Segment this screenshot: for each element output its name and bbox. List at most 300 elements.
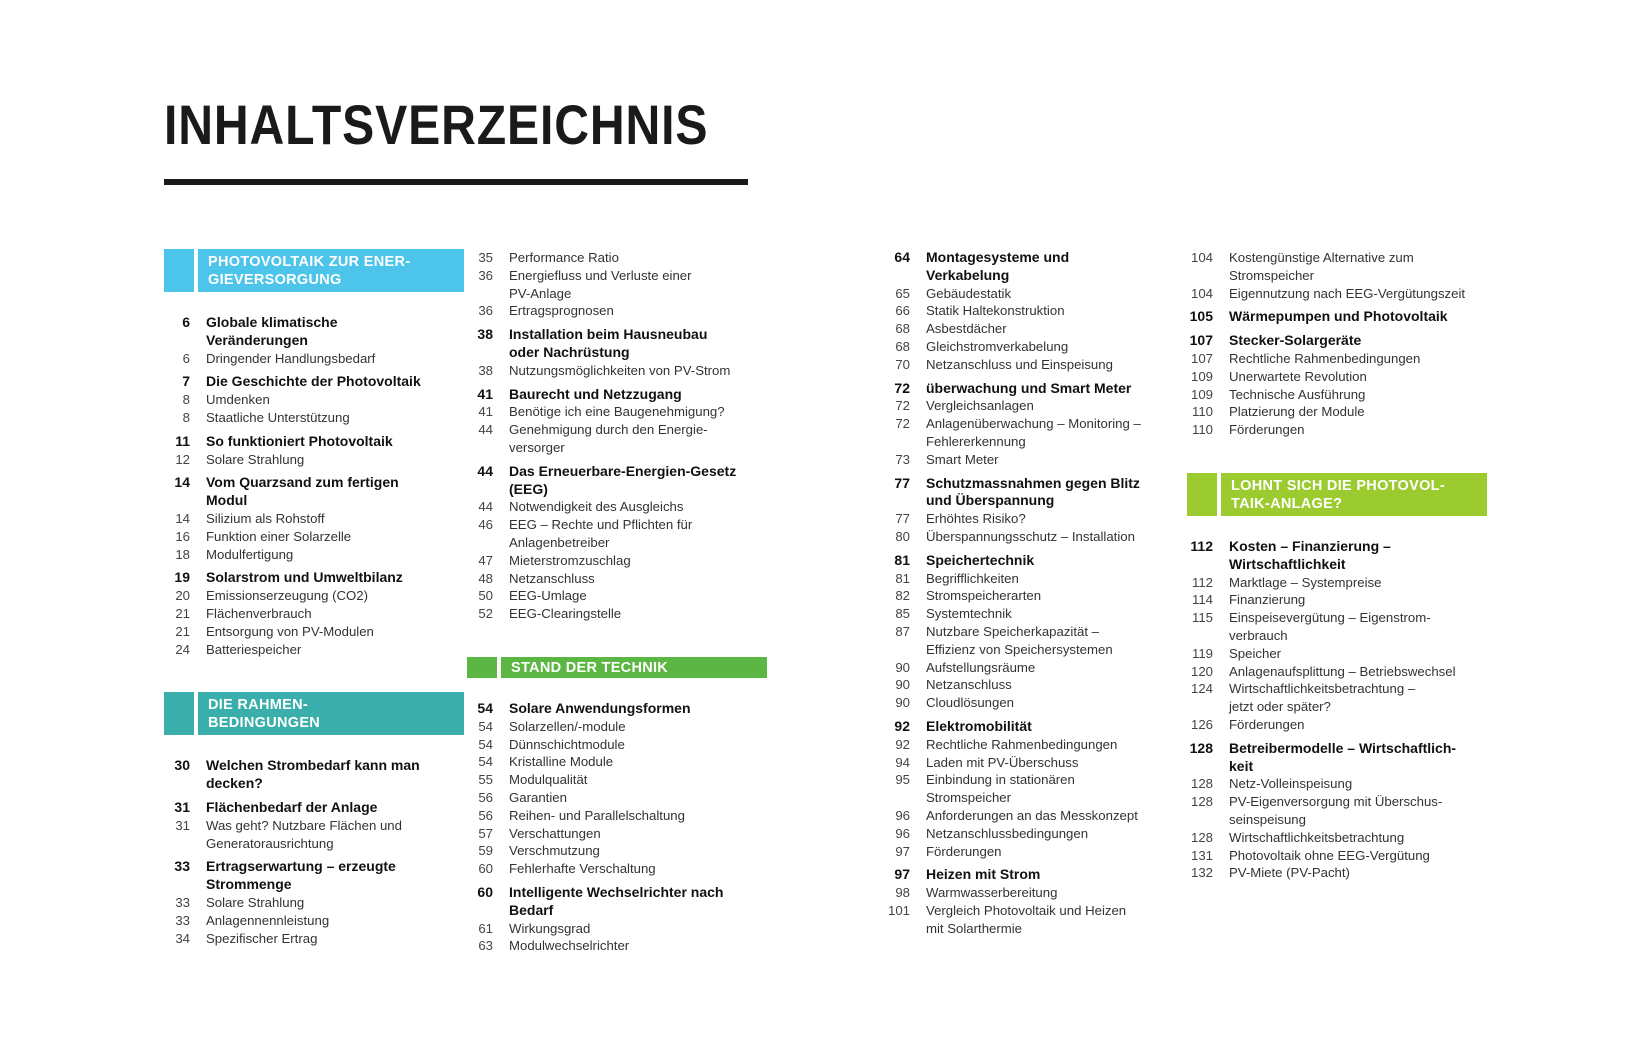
subchapter-page: 94	[895, 754, 910, 770]
subchapter-row[interactable]	[884, 302, 1184, 320]
chapter-title: Betreibermodelle – Wirtschaftlich- keit	[1229, 739, 1457, 774]
toc-entry	[1187, 249, 1487, 302]
subchapter-row[interactable]	[884, 902, 1184, 938]
subchapter-page: 65	[895, 285, 910, 301]
subchapter-row[interactable]	[884, 510, 1184, 528]
subchapter-page: 90	[895, 677, 910, 693]
subchapter-title: Einbindung in stationären Stromspeicher	[926, 772, 1075, 806]
chapter-row[interactable]	[164, 799, 464, 817]
subchapter-page: 101	[887, 902, 910, 918]
chapter-row[interactable]	[164, 314, 464, 350]
subchapter-row[interactable]	[884, 356, 1184, 374]
subchapter-row[interactable]	[164, 587, 464, 605]
toc-entry	[164, 569, 464, 658]
chapter-title: Flächenbedarf der Anlage	[206, 798, 378, 815]
subchapter-title: Asbestdächer	[926, 321, 1007, 337]
toc-entry	[467, 463, 767, 623]
chapter-page: 81	[894, 551, 910, 568]
section-header	[164, 249, 464, 292]
subchapter-title: Benötige ich eine Baugenehmigung?	[509, 404, 725, 420]
chapter-page: 30	[174, 757, 190, 774]
subchapter-row[interactable]	[164, 350, 464, 368]
chapter-row[interactable]	[164, 858, 464, 894]
subchapter-page: 72	[895, 416, 910, 432]
toc-column-4	[1187, 249, 1487, 888]
subchapter-row[interactable]	[1187, 403, 1487, 421]
toc-entry	[467, 386, 767, 457]
chapter-title: So funktioniert Photovoltaik	[206, 432, 393, 449]
section-header	[1187, 473, 1487, 516]
chapter-title: Intelligente Wechselrichter nach Bedarf	[509, 883, 724, 918]
subchapter-title: Kristalline Module	[509, 754, 614, 770]
chapter-row[interactable]	[884, 475, 1184, 511]
subchapter-title: Laden mit PV-Überschuss	[926, 754, 1079, 770]
subchapter-row[interactable]	[467, 718, 767, 736]
subchapter-title: Anforderungen an das Messkonzept	[926, 807, 1138, 823]
subchapter-row[interactable]	[884, 623, 1184, 659]
subchapter-page: 63	[478, 938, 493, 954]
subchapter-row[interactable]	[1187, 591, 1487, 609]
subchapter-title: Wirtschaftlichkeitsbetrachtung	[1229, 829, 1405, 845]
subchapter-row[interactable]	[467, 842, 767, 860]
subchapter-row[interactable]	[884, 528, 1184, 546]
subchapter-page: 48	[478, 570, 493, 586]
subchapter-page: 8	[182, 409, 190, 425]
subchapter-page: 55	[478, 772, 493, 788]
subchapter-row[interactable]	[1187, 645, 1487, 663]
subchapter-page: 59	[478, 843, 493, 859]
toc-entry	[1187, 308, 1487, 326]
toc-entry	[884, 475, 1184, 546]
chapter-page: 31	[174, 798, 190, 815]
subchapter-row[interactable]	[467, 807, 767, 825]
toc-entry	[884, 552, 1184, 712]
subchapter-row[interactable]	[467, 267, 767, 303]
subchapter-page: 36	[478, 267, 493, 283]
subchapter-page: 46	[478, 517, 493, 533]
subchapter-page: 97	[895, 843, 910, 859]
subchapter-title: Nutzungsmöglichkeiten von PV-Strom	[509, 362, 731, 378]
subchapter-page: 60	[478, 861, 493, 877]
subchapter-title: Photovoltaik ohne EEG-Vergütung	[1229, 847, 1430, 863]
subchapter-page: 131	[1190, 847, 1213, 863]
subchapter-row[interactable]	[884, 451, 1184, 469]
subchapter-row[interactable]	[884, 825, 1184, 843]
toc-entry	[164, 757, 464, 793]
subchapter-row[interactable]	[1187, 716, 1487, 734]
subchapter-page: 68	[895, 338, 910, 354]
subchapter-page: 77	[895, 511, 910, 527]
subchapter-row[interactable]	[1187, 663, 1487, 681]
subchapter-page: 44	[478, 422, 493, 438]
section-title: LOHNT SICH DIE PHOTOVOL- TAIK-ANLAGE?	[1221, 473, 1487, 516]
toc-entry	[467, 249, 767, 320]
chapter-row[interactable]	[1187, 332, 1487, 350]
section-marker	[164, 249, 194, 292]
subchapter-page: 18	[175, 546, 190, 562]
subchapter-page: 54	[478, 718, 493, 734]
subchapter-row[interactable]	[467, 736, 767, 754]
subchapter-page: 128	[1190, 829, 1213, 845]
chapter-title: Solarstrom und Umweltbilanz	[206, 569, 403, 586]
subchapter-page: 35	[478, 250, 493, 265]
subchapter-row[interactable]	[164, 605, 464, 623]
subchapter-page: 66	[895, 303, 910, 319]
chapter-row[interactable]	[1187, 538, 1487, 574]
chapter-page: 44	[477, 462, 493, 479]
subchapter-title: Reihen- und Parallelschaltung	[509, 807, 685, 823]
toc-entry	[467, 884, 767, 955]
subchapter-row[interactable]	[164, 817, 464, 853]
subchapter-row[interactable]	[1187, 350, 1487, 368]
title-underline	[164, 179, 748, 185]
subchapter-row[interactable]	[164, 641, 464, 659]
subchapter-page: 104	[1190, 285, 1213, 301]
chapter-row[interactable]	[884, 552, 1184, 570]
subchapter-row[interactable]	[164, 510, 464, 528]
subchapter-title: Anlagennennleistung	[206, 912, 330, 928]
chapter-row[interactable]	[164, 433, 464, 451]
subchapter-row[interactable]	[164, 930, 464, 948]
subchapter-row[interactable]	[467, 860, 767, 878]
chapter-row[interactable]	[1187, 308, 1487, 326]
subchapter-page: 90	[895, 695, 910, 711]
subchapter-title: Dünnschichtmodule	[509, 736, 625, 752]
subchapter-row[interactable]	[467, 771, 767, 789]
subchapter-page: 85	[895, 606, 910, 622]
chapter-page: 14	[174, 474, 190, 491]
subchapter-page: 73	[895, 451, 910, 467]
page-title: INHALTSVERZEICHNIS	[164, 93, 709, 156]
subchapter-title: Performance Ratio	[509, 250, 619, 265]
subchapter-row[interactable]	[164, 623, 464, 641]
subchapter-page: 41	[478, 404, 493, 420]
subchapter-row[interactable]	[1187, 386, 1487, 404]
subchapter-title: Garantien	[509, 789, 567, 805]
subchapter-page: 110	[1191, 422, 1213, 438]
subchapter-title: PV-Miete (PV-Pacht)	[1229, 865, 1350, 881]
subchapter-title: Smart Meter	[926, 451, 999, 467]
chapter-row[interactable]	[884, 249, 1184, 285]
subchapter-row[interactable]	[884, 338, 1184, 356]
subchapter-row[interactable]	[1187, 574, 1487, 592]
subchapter-row[interactable]	[467, 249, 767, 267]
subchapter-page: 12	[175, 451, 190, 467]
chapter-title: Welchen Strombedarf kann man decken?	[206, 757, 420, 792]
subchapter-page: 128	[1190, 776, 1213, 792]
subchapter-title: Aufstellungsräume	[926, 659, 1036, 675]
chapter-title: Globale klimatische Veränderungen	[206, 314, 338, 348]
subchapter-title: Statik Haltekonstruktion	[926, 303, 1065, 319]
subchapter-page: 50	[478, 588, 493, 604]
subchapter-row[interactable]	[467, 403, 767, 421]
subchapter-row[interactable]	[467, 516, 767, 552]
subchapter-row[interactable]	[1187, 793, 1487, 829]
subchapter-title: EEG – Rechte und Pflichten für Anlagenbetreiber	[509, 517, 693, 550]
chapter-title: Die Geschichte der Photovoltaik	[206, 373, 421, 390]
section-marker	[1187, 473, 1217, 516]
chapter-title: Das Erneuerbare-Energien-Gesetz (EEG)	[509, 462, 737, 497]
chapter-row[interactable]	[884, 380, 1184, 398]
subchapter-page: 52	[478, 606, 493, 622]
subchapter-page: 82	[895, 588, 910, 604]
subchapter-row[interactable]	[884, 884, 1184, 902]
toc-entry	[467, 326, 767, 379]
subchapter-row[interactable]	[467, 753, 767, 771]
subchapter-page: 124	[1190, 681, 1213, 697]
subchapter-row[interactable]	[1187, 775, 1487, 793]
subchapter-title: Vergleichsanlagen	[926, 398, 1034, 414]
chapter-title: Baurecht und Netzzugang	[509, 385, 682, 402]
chapter-page: 54	[477, 699, 493, 716]
chapter-row[interactable]	[164, 569, 464, 587]
toc-entry	[884, 380, 1184, 469]
subchapter-title: Wirkungsgrad	[509, 920, 591, 936]
subchapter-title: Fehlerhafte Verschaltung	[509, 861, 656, 877]
chapter-title: Stecker-Solargeräte	[1229, 332, 1362, 349]
subchapter-row[interactable]	[164, 546, 464, 564]
subchapter-title: Platzierung der Module	[1229, 404, 1365, 420]
chapter-title: überwachung und Smart Meter	[926, 379, 1132, 396]
section-gap	[467, 629, 767, 657]
subchapter-page: 14	[175, 510, 190, 526]
subchapter-page: 33	[175, 894, 190, 910]
section-gap	[164, 664, 464, 692]
chapter-page: 60	[477, 883, 493, 900]
subchapter-row[interactable]	[884, 843, 1184, 861]
subchapter-title: Modulqualität	[509, 772, 588, 788]
subchapter-title: Mieterstromzuschlag	[509, 552, 631, 568]
subchapter-page: 72	[895, 398, 910, 414]
subchapter-page: 56	[478, 807, 493, 823]
chapter-title: Montagesysteme und Verkabelung	[926, 249, 1070, 283]
subchapter-page: 115	[1191, 610, 1213, 626]
chapter-title: Ertragserwartung – erzeugte Strommenge	[206, 858, 396, 893]
chapter-page: 6	[182, 314, 190, 330]
subchapter-row[interactable]	[884, 397, 1184, 415]
subchapter-row[interactable]	[1187, 421, 1487, 439]
subchapter-row[interactable]	[884, 605, 1184, 623]
subchapter-title: Verschmutzung	[509, 843, 600, 859]
subchapter-row[interactable]	[884, 807, 1184, 825]
subchapter-page: 61	[478, 920, 493, 936]
subchapter-page: 70	[895, 356, 910, 372]
toc-entry	[164, 474, 464, 563]
chapter-row[interactable]	[164, 373, 464, 391]
subchapter-page: 112	[1191, 574, 1213, 590]
section-header	[467, 657, 767, 678]
toc-entry	[164, 799, 464, 852]
subchapter-row[interactable]	[467, 825, 767, 843]
subchapter-row[interactable]	[1187, 249, 1487, 285]
subchapter-title: Begrifflichkeiten	[926, 570, 1019, 586]
subchapter-title: Technische Ausführung	[1229, 386, 1366, 402]
subchapter-row[interactable]	[467, 552, 767, 570]
subchapter-row[interactable]	[164, 894, 464, 912]
chapter-page: 72	[894, 379, 910, 396]
subchapter-title: Solarzellen/-module	[509, 718, 626, 734]
subchapter-row[interactable]	[467, 498, 767, 516]
subchapter-page: 90	[895, 659, 910, 675]
subchapter-title: Entsorgung von PV-Modulen	[206, 623, 374, 639]
chapter-row[interactable]	[467, 463, 767, 499]
subchapter-row[interactable]	[467, 605, 767, 623]
subchapter-row[interactable]	[1187, 609, 1487, 645]
subchapter-title: Anlagenaufsplittung – Betriebswechsel	[1229, 663, 1456, 679]
subchapter-title: Silizium als Rohstoff	[206, 510, 325, 526]
toc-entry	[1187, 740, 1487, 882]
subchapter-title: Rechtliche Rahmenbedingungen	[1229, 350, 1421, 366]
subchapter-title: Netzanschluss	[926, 677, 1012, 693]
section-title: STAND DER TECHNIK	[501, 657, 767, 678]
chapter-row[interactable]	[164, 474, 464, 510]
subchapter-title: Dringender Handlungsbedarf	[206, 350, 376, 366]
subchapter-page: 109	[1190, 368, 1213, 384]
subchapter-title: Einspeisevergütung – Eigenstrom- verbrauch	[1229, 610, 1431, 643]
subchapter-title: Modulfertigung	[206, 546, 294, 562]
chapter-title: Kosten – Finanzierung – Wirtschaftlichkeit	[1229, 537, 1391, 572]
section-title: DIE RAHMEN- BEDINGUNGEN	[198, 692, 464, 735]
subchapter-title: Warmwasserbereitung	[926, 885, 1058, 901]
chapter-page: 11	[175, 432, 190, 449]
subchapter-page: 126	[1190, 716, 1213, 732]
subchapter-page: 110	[1191, 404, 1213, 420]
chapter-row[interactable]	[164, 757, 464, 793]
subchapter-row[interactable]	[467, 937, 767, 955]
subchapter-title: Solare Strahlung	[206, 451, 305, 467]
subchapter-row[interactable]	[164, 528, 464, 546]
subchapter-title: Unerwartete Revolution	[1229, 368, 1367, 384]
subchapter-row[interactable]	[884, 676, 1184, 694]
toc-entry	[164, 858, 464, 947]
chapter-page: 105	[1189, 308, 1213, 325]
subchapter-row[interactable]	[1187, 847, 1487, 865]
subchapter-title: Überspannungsschutz – Installation	[926, 528, 1135, 544]
subchapter-page: 107	[1190, 350, 1213, 366]
subchapter-page: 54	[478, 754, 493, 770]
subchapter-row[interactable]	[467, 920, 767, 938]
subchapter-title: Stromspeicherarten	[926, 588, 1042, 604]
toc-entry	[884, 718, 1184, 860]
subchapter-row[interactable]	[467, 789, 767, 807]
chapter-row[interactable]	[467, 386, 767, 404]
subchapter-row[interactable]	[1187, 829, 1487, 847]
subchapter-row[interactable]	[884, 659, 1184, 677]
section-marker	[467, 657, 497, 678]
subchapter-row[interactable]	[467, 570, 767, 588]
toc-entry	[884, 249, 1184, 374]
chapter-page: 64	[894, 249, 910, 265]
subchapter-page: 98	[895, 885, 910, 901]
subchapter-title: Nutzbare Speicherkapazität – Effizienz von Speichersystemen	[926, 623, 1113, 657]
section-header	[164, 692, 464, 735]
subchapter-row[interactable]	[884, 320, 1184, 338]
subchapter-title: Speicher	[1229, 645, 1282, 661]
toc-entry	[164, 373, 464, 426]
chapter-page: 112	[1190, 537, 1213, 554]
subchapter-row[interactable]	[164, 391, 464, 409]
chapter-row[interactable]	[884, 866, 1184, 884]
subchapter-title: Förderungen	[1229, 716, 1305, 732]
subchapter-page: 36	[478, 303, 493, 319]
chapter-page: 41	[477, 385, 493, 402]
subchapter-row[interactable]	[164, 912, 464, 930]
subchapter-page: 132	[1190, 865, 1213, 881]
subchapter-page: 128	[1190, 794, 1213, 810]
chapter-row[interactable]	[467, 326, 767, 362]
subchapter-row[interactable]	[884, 771, 1184, 807]
chapter-title: Heizen mit Strom	[926, 866, 1041, 883]
subchapter-title: Gleichstromverkabelung	[926, 338, 1069, 354]
subchapter-page: 104	[1190, 250, 1213, 265]
subchapter-title: EEG-Umlage	[509, 588, 587, 604]
subchapter-title: Umdenken	[206, 392, 270, 408]
section-title: PHOTOVOLTAIK ZUR ENER- GIEVERSORGUNG	[198, 249, 464, 292]
subchapter-page: 81	[895, 570, 910, 586]
subchapter-row[interactable]	[164, 409, 464, 427]
subchapter-row[interactable]	[467, 421, 767, 457]
chapter-row[interactable]	[467, 884, 767, 920]
toc-entry	[1187, 332, 1487, 439]
subchapter-row[interactable]	[467, 362, 767, 380]
subchapter-row[interactable]	[884, 694, 1184, 712]
toc-column-1	[164, 249, 464, 953]
subchapter-title: PV-Eigenversorgung mit Überschus- seinspeisung	[1229, 794, 1443, 827]
subchapter-title: Batteriespeicher	[206, 641, 302, 657]
subchapter-page: 21	[175, 605, 190, 621]
chapter-title: Speichertechnik	[926, 551, 1035, 568]
subchapter-title: Eigennutzung nach EEG-Vergütungszeit	[1229, 285, 1466, 301]
subchapter-row[interactable]	[164, 451, 464, 469]
chapter-row[interactable]	[1187, 740, 1487, 776]
chapter-row[interactable]	[884, 718, 1184, 736]
subchapter-page: 21	[175, 623, 190, 639]
section-marker	[164, 692, 194, 735]
chapter-row[interactable]	[467, 700, 767, 718]
subchapter-row[interactable]	[467, 587, 767, 605]
subchapter-row[interactable]	[884, 587, 1184, 605]
toc-entry	[467, 700, 767, 878]
subchapter-row[interactable]	[1187, 368, 1487, 386]
subchapter-row[interactable]	[884, 754, 1184, 772]
subchapter-row[interactable]	[884, 415, 1184, 451]
subchapter-row[interactable]	[884, 570, 1184, 588]
subchapter-title: Cloudlösungen	[926, 695, 1014, 711]
subchapter-page: 31	[175, 817, 190, 833]
subchapter-page: 56	[478, 789, 493, 805]
toc-column-3	[884, 249, 1184, 943]
subchapter-page: 44	[478, 499, 493, 515]
subchapter-page: 34	[175, 930, 190, 946]
subchapter-row[interactable]	[1187, 680, 1487, 716]
chapter-page: 38	[477, 326, 493, 343]
subchapter-row[interactable]	[1187, 864, 1487, 882]
subchapter-page: 20	[175, 588, 190, 604]
subchapter-row[interactable]	[884, 736, 1184, 754]
chapter-title: Solare Anwendungsformen	[509, 699, 691, 716]
subchapter-row[interactable]	[467, 302, 767, 320]
subchapter-title: Netzanschluss	[509, 570, 595, 586]
subchapter-row[interactable]	[884, 285, 1184, 303]
chapter-page: 97	[894, 866, 910, 883]
subchapter-title: Genehmigung durch den Energie- versorger	[509, 422, 708, 455]
subchapter-title: Modulwechselrichter	[509, 938, 630, 954]
subchapter-title: Förderungen	[1229, 422, 1305, 438]
subchapter-title: Wirtschaftlichkeitsbetrachtung – jetzt oder später?	[1229, 681, 1416, 715]
toc-column-2	[467, 249, 767, 961]
subchapter-row[interactable]	[1187, 285, 1487, 303]
subchapter-title: Spezifischer Ertrag	[206, 930, 318, 946]
